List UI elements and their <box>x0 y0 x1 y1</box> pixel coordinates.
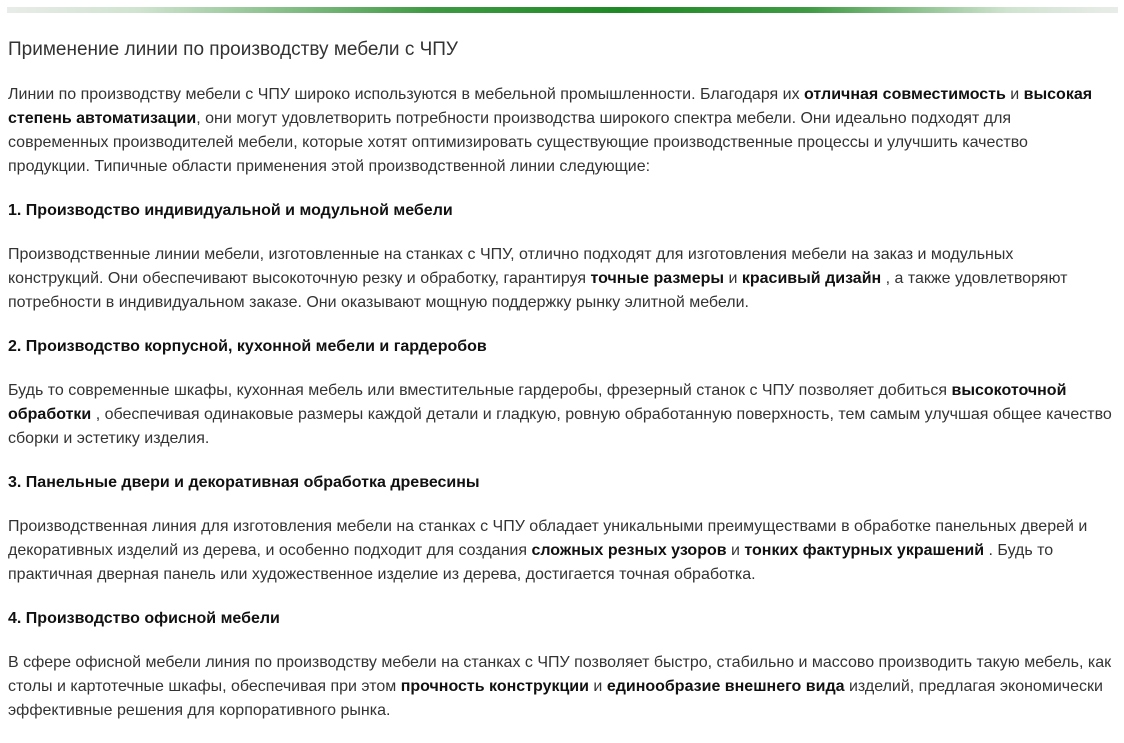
section-4-text-3: изделий, предлагая экономически эффективные решения для корпоративного рынка. <box>8 678 1103 719</box>
intro-text-1: Линии по производству мебели с ЧПУ широко используются в мебельной промышленности. Благодаря их <box>8 86 805 103</box>
top-accent-bar <box>7 7 1118 13</box>
section-2-text-1: Будь то современные шкафы, кухонная мебель или вместительные гардеробы, фрезерный станок с ЧПУ позволяет добиться <box>8 382 952 399</box>
intro-text-3: , они могут удовлетворить потребности производства широкого спектра мебели. Они идеально подходят для современных производителей мебели, которые хотят оптимизировать существующие производственные процессы и улучшить качество продукции. Типичные области применения этой производственной линии следующие: <box>8 110 1028 175</box>
page-title: Применение линии по производству мебели с ЧПУ <box>8 39 458 60</box>
section-2-text-2: , обеспечивая одинаковые размеры каждой детали и гладкую, ровную обработанную поверхность, тем самым улучшая общее качество сборки и эстетику изделия. <box>8 406 1112 447</box>
section-4-emphasis-2: единообразие внешнего вида <box>606 678 845 695</box>
section-3-emphasis-2: тонких фактурных украшений <box>744 542 985 559</box>
section-4-text-2: и <box>588 678 607 695</box>
section-heading-3: 3. Панельные двери и декоративная обработка древесины <box>8 474 480 491</box>
section-paragraph-4 <box>8 651 1112 723</box>
intro-paragraph <box>8 83 1112 179</box>
section-heading-2: 2. Производство корпусной, кухонной мебели и гардеробов <box>8 338 487 355</box>
intro-text-2: и <box>1005 86 1024 103</box>
section-heading-1: 1. Производство индивидуальной и модульной мебели <box>8 202 453 219</box>
section-2-emphasis-1: высокоточной обработки <box>8 382 1067 423</box>
intro-emphasis-2: высокая степень автоматизации <box>8 86 1093 127</box>
section-1-text-2: и <box>724 270 742 287</box>
section-paragraph-3 <box>8 515 1112 587</box>
section-1-text-3: , а также удовлетворяют потребности в индивидуальном заказе. Они оказывают мощную поддержку рынку элитной мебели. <box>8 270 1068 311</box>
section-paragraph-1 <box>8 243 1112 315</box>
section-1-emphasis-2: красивый дизайн <box>741 270 882 287</box>
section-3-emphasis-1: сложных резных узоров <box>531 542 727 559</box>
intro-emphasis-1: отличная совместимость <box>804 86 1006 103</box>
section-3-text-3: . Будь то практичная дверная панель или художественное изделие из дерева, достигается точная обработка. <box>8 542 1054 583</box>
section-1-emphasis-1: точные размеры <box>590 270 725 287</box>
section-paragraph-2 <box>8 379 1112 451</box>
article-content <box>8 36 1112 743</box>
section-3-text-2: и <box>726 542 745 559</box>
section-3-text-1: Производственная линия для изготовления мебели на станках с ЧПУ обладает уникальными преимуществами в обработке панельных дверей и декоративных изделий из дерева, и особенно подходит для создания <box>8 518 1088 559</box>
section-heading-4: 4. Производство офисной мебели <box>8 610 280 627</box>
section-4-emphasis-1: прочность конструкции <box>400 678 589 695</box>
section-1-text-1: Производственные линии мебели, изготовленные на станках с ЧПУ, отлично подходят для изготовления мебели на заказ и модульных конструкций. Они обеспечивают высокоточную резку и обработку, гарантируя <box>8 246 1014 287</box>
section-4-text-1: В сфере офисной мебели линия по производству мебели на станках с ЧПУ позволяет быстро, стабильно и массово производить такую мебель, как столы и картотечные шкафы, обеспечивая при этом <box>8 654 1112 695</box>
